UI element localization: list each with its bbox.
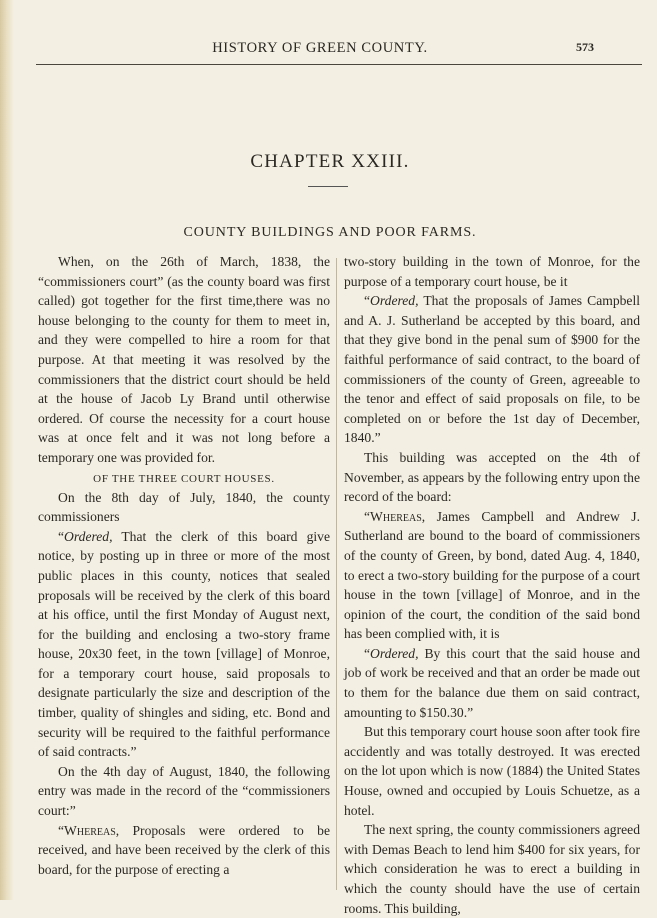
header-rule [36, 64, 642, 65]
running-header [0, 0, 657, 60]
left-column [38, 252, 330, 879]
paragraph: two-story building in the town of Monroe, for the purpose of a temporary court house, be it [344, 254, 640, 289]
chapter-divider [308, 186, 348, 187]
page-binding-shadow [0, 0, 14, 900]
paragraph: The next spring, the county commissioners agreed with Demas Beach to lend him $400 for six years, for which consideration he was to erect a building in which the county should have the use of certain rooms. This building, [344, 822, 640, 916]
paragraph: When, on the 26th of March, 1838, the “commissioners court” (as the county board was first called) got together for the first time,there was no house belonging to the county for them to meet in, and they were compelled to hire a room for that purpose. At that meeting it was resolved by the commissioners that the district court should be held at the house of Jacob Ly Brand until otherwise ordered. Of course the necessity for a court house was at once felt and it was not long before a temporary one was provided for. [38, 254, 330, 465]
ordered-italic: Ordered, [64, 528, 113, 544]
paragraph: “Ordered, That the proposals of James Campbell and A. J. Sutherland be accepted by this board, and that they give bond in the penal sum of $900 for the faithful performance of said contract, to the board of commissioners of the county of Green, agreeable to the tenor and effect of said proposals on file, to be completed on or before the 1st day of December, 1840.” [344, 293, 640, 446]
ordered-italic: Ordered, [370, 645, 419, 661]
right-column [344, 252, 640, 918]
paragraph: “Whereas, Proposals were ordered to be received, and have been received by the clerk of this board, for the purpose of erecting a [38, 822, 330, 877]
column-divider [336, 258, 337, 890]
paragraph: On the 4th day of August, 1840, the following entry was made in the record of the “commissioners court:” [38, 763, 330, 819]
page-number: 573 [576, 40, 594, 54]
paragraph: But this temporary court house soon after took fire accidently and was totally destroyed. It was erected on the lot upon which is now (1884) the United States House, owned and occupied by Louis Schuetze, as a hotel. [344, 724, 640, 818]
whereas-smallcaps: Whereas, [370, 508, 426, 524]
paragraph: “Ordered, By this court that the said house and job of work be received and that an order be made out to them for the balance due them on said contract, amounting to $150.30.” [344, 645, 640, 720]
paragraph: “Ordered, That the clerk of this board give notice, by posting up in three or more of the most public places in this county, notices that sealed proposals will be received by the clerk of this board at his office, until the first Monday of August next, for the building and enclosing a two-story frame house, 20x30 feet, in the town [village] of Monroe, for a temporary court house, said proposals to designate particularly the size and description of the timber, quality of shingles and siding, etc. Bond and security will be required to the faithful performance of said contracts.” [38, 528, 330, 760]
ordered-italic: Ordered, [370, 293, 419, 309]
subheading: OF THE THREE COURT HOUSES. [93, 472, 275, 485]
paragraph: On the 8th day of July, 1840, the county commissioners [38, 489, 330, 525]
whereas-smallcaps: Whereas, [64, 822, 120, 838]
section-title: COUNTY BUILDINGS AND POOR FARMS. [183, 225, 477, 240]
chapter-title: CHAPTER XXIII. [250, 151, 410, 172]
paragraph: This building was accepted on the 4th of November, as appears by the following entry upon the record of the board: [344, 449, 640, 505]
running-title: HISTORY OF GREEN COUNTY. [212, 40, 428, 56]
paragraph: “Whereas, James Campbell and Andrew J. Sutherland are bound to the board of commissioners of the county of Green, by bond, dated Aug. 4, 1840, to erect a two-story building for the purpose of a court house in the town [village] of Monroe, and in the opinion of the court, the condition of the said bond has been complied with, it is [344, 508, 640, 642]
